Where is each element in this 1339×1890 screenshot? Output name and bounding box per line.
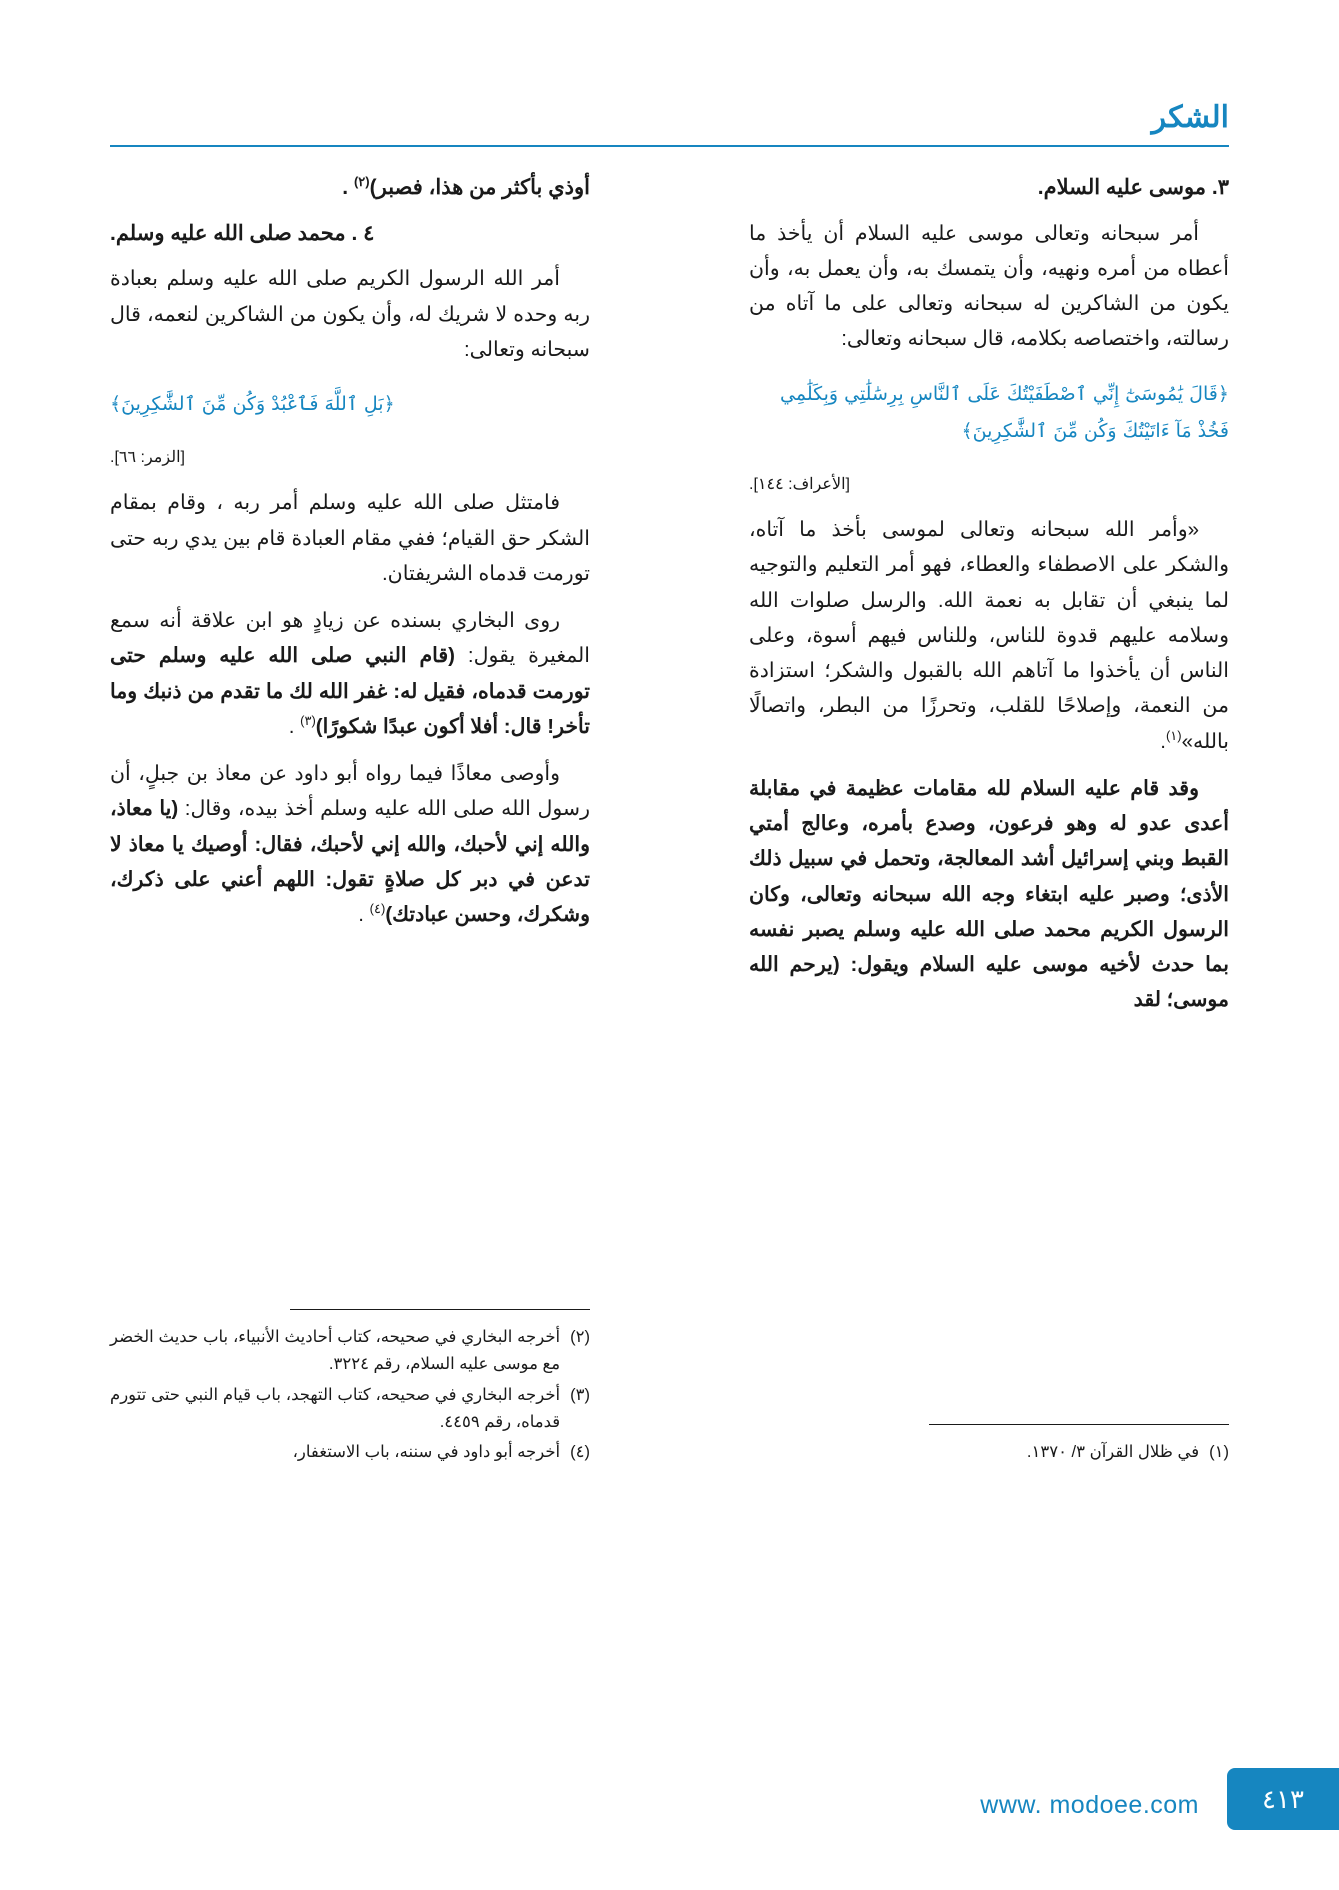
footnote-marker-3[interactable]: (٣) (300, 713, 316, 729)
footnote-marker-1[interactable]: (١) (1165, 727, 1182, 743)
section-heading-musa: ٣. موسى عليه السلام. (1037, 176, 1229, 199)
narration-lead-in: روى البخاري بسنده عن زيادٍ هو ابن علاقة أنه سمع المغيرة يقول: (110, 609, 590, 668)
quran-verse-zumar: ﴿بَلِ ٱللَّهَ فَٱعْبُدْ وَكُن مِّنَ ٱلشَّٰكِرِينَ﴾ (110, 393, 395, 416)
column-right (749, 170, 1229, 1470)
quran-verse-araf: ﴿قَالَ يَٰمُوسَىٰٓ إِنِّي ٱصْطَفَيْتُكَ عَلَى ٱلنَّاسِ بِرِسَٰلَٰتِي وَبِكَلَٰمِي فَخُذْ مَآ ءَاتَيْتُكَ وَكُن مِّنَ ٱلشَّٰكِرِينَ﴾ (780, 382, 1229, 442)
footnote-divider (929, 1424, 1229, 1426)
paragraph-muadh-narration (110, 756, 590, 932)
header-divider (110, 145, 1229, 147)
footnote-text: في ظلال القرآن ٣/ ١٣٧٠. (1026, 1443, 1200, 1462)
footnote-text: أخرجه أبو داود في سننه، باب الاستغفار، (292, 1443, 561, 1462)
footnotes-right (749, 1424, 1229, 1470)
footnote-item (749, 1439, 1229, 1466)
paragraph-musa-commentary: «وأمر الله سبحانه وتعالى لموسى بأخذ ما آتاه، والشكر على الاصطفاء والعطاء، فهو أمر التعليم والتوجيه لما ينبغي أن تقابل به نعمة الله. والرسل صلوات الله وسلامه عليهم قدوة للناس، وللناس فيهم أسوة، وعلى الناس أن يأخذوا ما آتاهم الله بالقبول والشكر؛ استزادة من النعمة، وإصلاحًا للقلب، وتحرزًا من البطر، واتصالًا بالله»$^{(١)}$. (749, 518, 1229, 753)
paragraph-muhammad-intro: أمر الله الرسول الكريم صلى الله عليه وسلم بعبادة ربه وحده لا شريك له، وأن يكون من الشاكرين لنعمه، قال سبحانه وتعالى: (110, 267, 590, 361)
footnote-item (110, 1324, 590, 1377)
page-title: الشكر (1151, 101, 1229, 134)
page-header (110, 100, 1229, 150)
muadh-quote: (يا معاذ، والله إني لأحبك، والله إني لأحبك، فقال: أوصيك يا معاذ لا تدعن في دبر كل صلاةٍ تقول: اللهم أعني على ذكرك، وشكرك، وحسن عبادتك) (110, 797, 590, 927)
footnote-marker-4[interactable]: (٤) (369, 901, 386, 917)
page-footer (0, 1740, 1339, 1890)
footnote-item (110, 1382, 590, 1435)
muadh-tail: . (358, 903, 364, 927)
paragraph-bukhari-narration (110, 603, 590, 744)
column-left (110, 170, 590, 1470)
page-content (110, 170, 1229, 1550)
paragraph-musa-commentary-text: «وأمر الله سبحانه وتعالى لموسى بأخذ ما آتاه، والشكر على الاصطفاء والعطاء، فهو أمر التعليم والتوجيه لما ينبغي أن تقابل به نعمة الله. والرسل صلوات الله وسلامه عليهم قدوة للناس، وللناس فيهم أسوة، وعلى الناس أن يأخذوا ما آتاهم الله بالقبول والشكر؛ استزادة من النعمة، وإصلاحًا للقلب، وتحرزًا من البطر، واتصالًا بالله» (749, 518, 1229, 753)
site-url-link[interactable]: www. modoee.com (980, 1791, 1199, 1819)
footnote-list-right (749, 1433, 1229, 1466)
verse-reference-araf: [الأعراف: ١٤٤]. (749, 475, 850, 493)
paragraph-hadith-continuation (110, 170, 590, 206)
paragraph-hadith-continuation-tail: . (342, 176, 349, 199)
footnote-text: أخرجه البخاري في صحيحه، كتاب أحاديث الأنبياء، باب حديث الخضر مع موسى عليه السلام، رقم ٣٢٢٤. (110, 1328, 561, 1374)
footnote-item (110, 1439, 590, 1466)
footnote-number: (١) (1209, 1443, 1229, 1462)
narration-quote: (قام النبي صلى الله عليه وسلم حتى تورمت قدماه، فقيل له: غفر الله لك ما تقدم من ذنبك وما تأخر! قال: أفلا أكون عبدًا شكورًا) (110, 644, 590, 738)
footnote-number: (٢) (570, 1328, 590, 1347)
page-number-badge: ٤١٣ (1227, 1768, 1339, 1830)
footnote-divider (290, 1309, 590, 1311)
paragraph-hadith-continuation-text: أوذي بأكثر من هذا، فصبر) (369, 176, 590, 199)
footnotes-left (110, 1309, 590, 1470)
muadh-lead-in: وأوصى معاذًا فيما رواه أبو داود عن معاذ بن جبلٍ، أن رسول الله صلى الله عليه وسلم أخذ بيده، وقال: (110, 762, 591, 821)
narration-tail: . (288, 714, 295, 738)
paragraph-muhammad-shukr: فامتثل صلى الله عليه وسلم أمر ربه ، وقام بمقام الشكر حق القيام؛ ففي مقام العبادة قام بين يدي ربه حتى تورمت قدماه الشريفتان. (110, 491, 590, 585)
footnote-number: (٣) (570, 1385, 590, 1404)
paragraph-musa-maqamat: وقد قام عليه السلام لله مقامات عظيمة في مقابلة أعدى عدو له وهو فرعون، وصدع بأمره، وعالج أمتي القبط وبني إسرائيل أشد المعالجة، وتحمل في سبيل ذلك الأذى؛ وصبر عليه ابتغاء وجه الله سبحانه وتعالى، وكان الرسول الكريم محمد صلى الله عليه وسلم يصبر نفسه بما حدث لأخيه موسى عليه السلام ويقول: (يرحم الله موسى؛ لقد (749, 776, 1229, 1012)
footnote-marker-2[interactable]: (٢) (353, 174, 370, 189)
paragraph-musa-intro: أمر سبحانه وتعالى موسى عليه السلام أن يأخذ ما أعطاه من أمره ونهيه، وأن يتمسك به، وأن يعمل به، وأن يكون من الشاكرين له سبحانه وتعالى على ما آتاه من رسالته، واختصاصه بكلامه، قال سبحانه وتعالى: (749, 221, 1229, 351)
footnote-number: (٤) (570, 1443, 590, 1462)
footnote-list-left (110, 1318, 590, 1466)
section-heading-muhammad: ٤ . محمد صلى الله عليه وسلم. (110, 221, 375, 245)
verse-reference-zumar: [الزمر: ٦٦]. (110, 449, 185, 467)
footnote-text: أخرجه البخاري في صحيحه، كتاب التهجد، باب قيام النبي حتى تتورم قدماه، رقم ٤٤٥٩. (110, 1385, 561, 1431)
